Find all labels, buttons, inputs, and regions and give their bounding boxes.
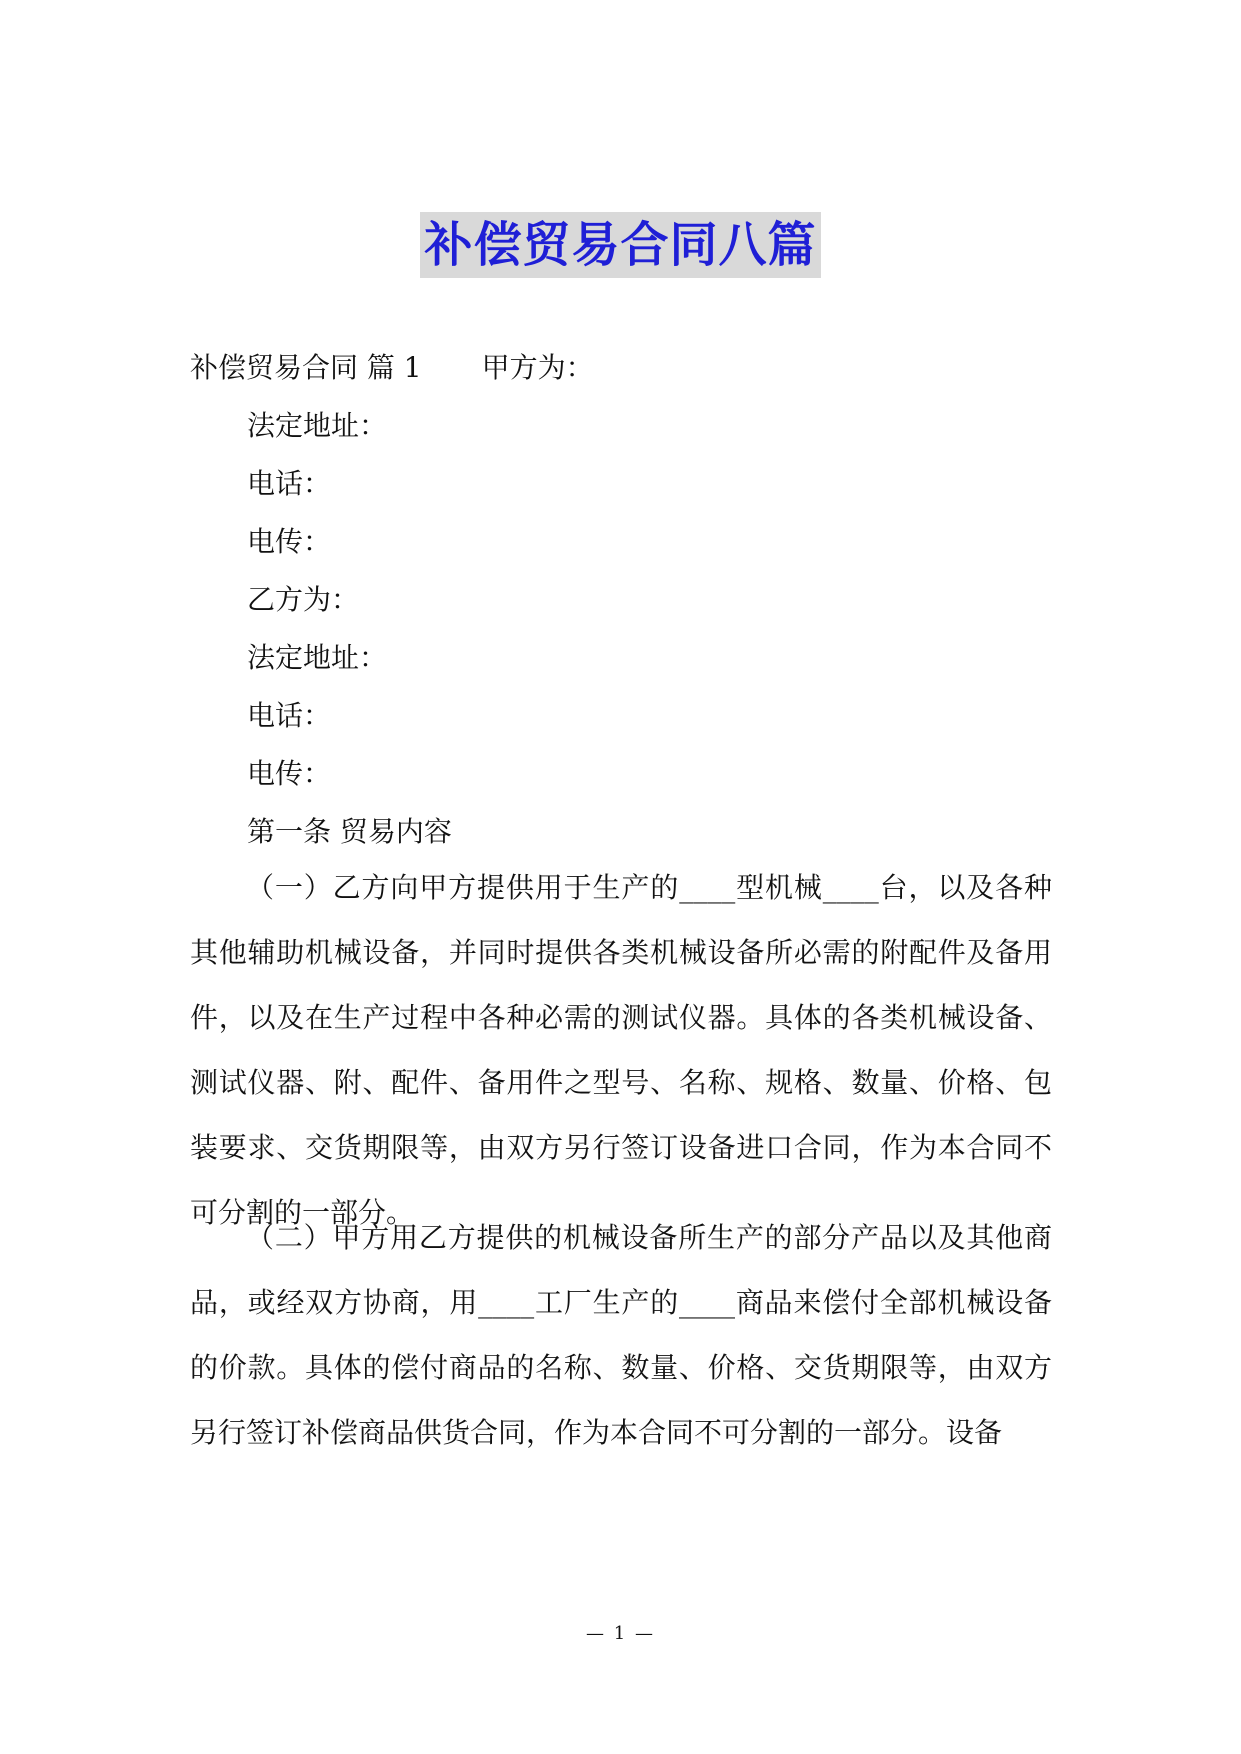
field-party-b: 乙方为： <box>247 583 360 616</box>
article-1-title: 第一条 贸易内容 <box>247 815 452 848</box>
field-party-b-telex: 电传： <box>247 757 332 790</box>
title-container <box>0 212 1241 278</box>
field-party-b-phone: 电话： <box>247 699 332 732</box>
field-party-b-address: 法定地址： <box>247 641 388 674</box>
field-party-a-phone: 电话： <box>247 467 332 500</box>
field-party-a-address: 法定地址： <box>247 409 388 442</box>
party-a-label: 甲方为： <box>481 351 594 384</box>
document-title: 补偿贸易合同八篇 <box>420 212 820 278</box>
field-party-a-telex: 电传： <box>247 525 332 558</box>
paragraph-1: （一）乙方向甲方提供用于生产的____型机械____台，以及各种其他辅助机械设备，并同时提供各类机械设备所必需的附配件及备用件，以及在生产过程中各种必需的测试仪器。具体的各类机械设备、测试仪器、附、配件、备用件之型号、名称、规格、数量、价格、包装要求、交货期限等，由双方另行签订设备进口合同，作为本合同不可分割的一部分。 <box>190 871 1052 1229</box>
page-number: — 1 — <box>586 1623 655 1644</box>
heading-line <box>190 348 594 388</box>
paragraph-2: （二）甲方用乙方提供的机械设备所生产的部分产品以及其他商品，或经双方协商，用____工厂生产的____商品来偿付全部机械设备的价款。具体的偿付商品的名称、数量、价格、交货期限等，由双方另行签订补偿商品供货合同，作为本合同不可分割的一部分。设备 <box>190 1221 1052 1449</box>
contract-heading: 补偿贸易合同 篇 1 <box>190 351 422 384</box>
